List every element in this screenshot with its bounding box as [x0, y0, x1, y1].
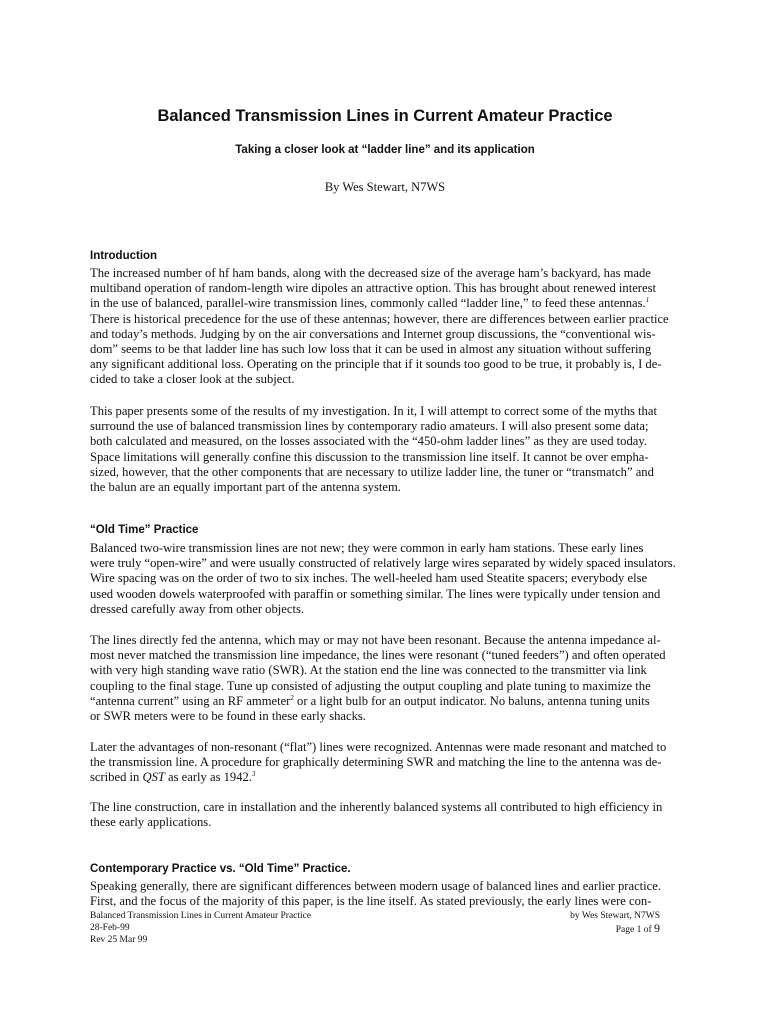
text-line: surround the use of balanced transmission lines by contemporary radio amateurs. I will also present some data; — [90, 419, 649, 434]
document-page — [90, 0, 680, 1024]
publication-name: QST — [142, 770, 165, 785]
footer-row — [90, 934, 680, 946]
text-line — [90, 296, 682, 311]
heading-contemporary-practice: Contemporary Practice vs. “Old Time” Practice. — [90, 863, 351, 875]
old-time-paragraph-3 — [90, 740, 682, 786]
text-line: The lines directly fed the antenna, which may or may not have been resonant. Because the antenna impedance al- — [90, 633, 661, 647]
footer-revision: Rev 25 Mar 99 — [90, 935, 148, 945]
footer-row — [90, 922, 680, 934]
text-line: were truly “open-wire” and were usually constructed of relatively large wires separated by widely spaced insulators. — [90, 556, 676, 571]
old-time-paragraph-4 — [90, 800, 682, 830]
text-line: dressed carefully away from other objects. — [90, 601, 305, 616]
text-line: Speaking generally, there are significant differences between modern usage of balanced lines and earlier practice. — [90, 879, 661, 893]
text-line: First, and the focus of the majority of this paper, is the line itself. As stated previously, the early lines were con- — [90, 894, 652, 909]
text-segment: or a light bulb for an output indicator. No baluns, antenna tuning units — [293, 693, 650, 708]
heading-old-time-practice: “Old Time” Practice — [90, 524, 199, 536]
text-line: Later the advantages of non-resonant (“flat”) lines were recognized. Antennas were made resonant and matched to — [90, 740, 667, 754]
intro-paragraph-1 — [90, 266, 682, 388]
intro-paragraph-2 — [90, 404, 682, 495]
text-line: or SWR meters were to be found in these early shacks. — [90, 709, 366, 724]
page-footer — [90, 910, 680, 946]
text-line: the transmission line. A procedure for graphically determining SWR and matching the line to the antenna was de- — [90, 755, 662, 770]
byline: By Wes Stewart, N7WS — [324, 180, 446, 194]
text-line: coupling to the final stage. Tune up consisted of adjusting the output coupling and plate tuning to maximize the — [90, 678, 651, 693]
heading-introduction: Introduction — [90, 250, 158, 262]
text-line: most never matched the transmission line impedance, the lines were resonant (“tuned feeders”) and often operated — [90, 648, 666, 663]
paper-title: Balanced Transmission Lines in Current Amateur Practice — [157, 107, 613, 125]
text-segment: as early as 1942. — [164, 770, 252, 785]
footnote-marker[interactable]: 2 — [290, 693, 294, 702]
text-line: The increased number of hf ham bands, along with the decreased size of the average ham’s backyard, has made — [90, 266, 651, 280]
footer-author: by Wes Stewart, N7WS — [570, 911, 660, 921]
text-segment: “antenna current” using an RF ammeter — [90, 693, 291, 708]
footnote-marker[interactable]: 1 — [645, 296, 650, 305]
text-line: multiband operation of random-length wire dipoles an attractive option. This has brought about renewed interest — [90, 281, 656, 296]
footnote-marker[interactable]: 3 — [251, 770, 256, 779]
text-line: and today’s methods. Judging by on the air conversations and Internet group discussions, the “conventional wis- — [90, 326, 656, 341]
old-time-paragraph-1 — [90, 541, 682, 617]
page-total: 9 — [654, 921, 660, 935]
text-line: with very high standing wave ratio (SWR). At the station end the line was connected to the transmitter via link — [90, 663, 647, 678]
page-number-prefix: Page 1 of — [615, 925, 654, 935]
text-line: used wooden dowels waterproofed with paraffin or something similar. The lines were typically under tension and — [90, 586, 661, 601]
text-line: Space limitations will generally confine this discussion to the transmission line itself. It cannot be over empha- — [90, 449, 649, 464]
text-line: both calculated and measured, on the losses associated with the “450-ohm ladder lines” as they are used today. — [90, 434, 647, 449]
text-line: Wire spacing was on the order of two to six inches. The well-heeled ham used Steatite spacers; everybody else — [90, 571, 648, 586]
text-line: sized, however, that the other components that are necessary to utilize ladder line, the tuner or “transmatch” and — [90, 464, 654, 479]
text-line — [90, 770, 682, 785]
old-time-paragraph-2 — [90, 633, 682, 724]
text-line: This paper presents some of the results of my investigation. In it, I will attempt to correct some of the myths that — [90, 404, 657, 418]
text-line: any significant additional loss. Operating on the principle that if it sounds too good to be true, it probably is, I de- — [90, 357, 662, 372]
footer-row — [90, 910, 680, 922]
text-segment: scribed in — [90, 770, 143, 785]
text-line: Balanced two-wire transmission lines are not new; they were common in early ham stations. These early lines — [90, 541, 644, 555]
text-line: There is historical precedence for the use of these antennas; however, there are differences between earlier practice — [90, 311, 669, 326]
text-line: cided to take a closer look at the subject. — [90, 372, 295, 387]
text-line: these early applications. — [90, 815, 212, 830]
text-line — [90, 694, 682, 709]
footer-title: Balanced Transmission Lines in Current Amateur Practice — [90, 911, 312, 921]
text-line: the balun are an equally important part of the antenna system. — [90, 480, 401, 495]
text-line: The line construction, care in installation and the inherently balanced systems all contributed to high efficiency in — [90, 800, 663, 814]
text-line: dom” seems to be that ladder line has such low loss that it can be used in almost any situation without suffering — [90, 342, 652, 357]
footer-date: 28-Feb-99 — [90, 923, 130, 933]
text-segment: in the use of balanced, parallel-wire transmission lines, commonly called “ladder line,” to feed these antennas. — [90, 296, 646, 311]
paper-subtitle: Taking a closer look at “ladder line” and its application — [235, 144, 535, 156]
contemporary-paragraph-1 — [90, 879, 682, 909]
